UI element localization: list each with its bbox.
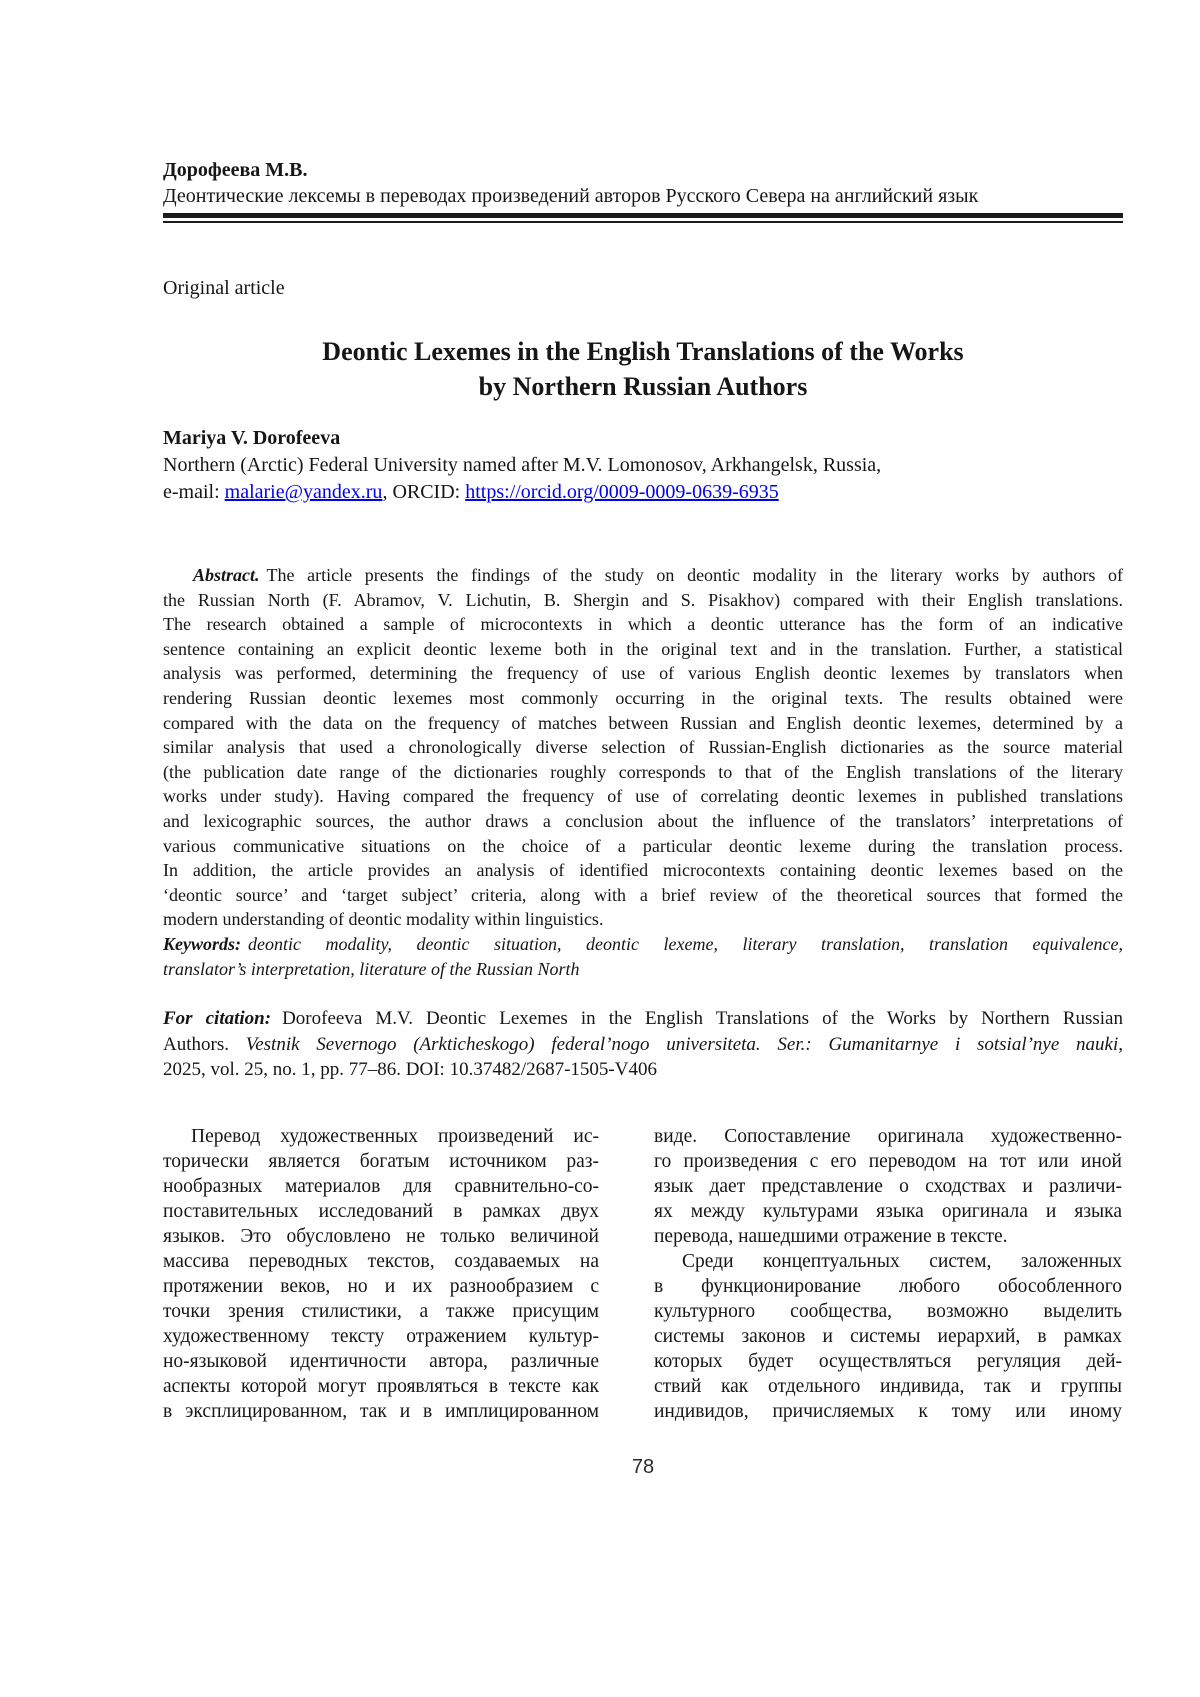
abstract-line: (the publication date range of the dictionaries roughly corresponds to that of the English translations of the literary (163, 761, 1123, 782)
page-number: 78 (631, 1455, 655, 1478)
body-line: системы законов и системы иерархий, в рамках (654, 1325, 1122, 1347)
abstract-line: works under study). Having compared the frequency of use of correlating deontic lexemes in published translations (163, 786, 1123, 807)
body-line: в функционирование любого обособленного (654, 1275, 1122, 1297)
abstract-line: modern understanding of deontic modality within linguistics. (163, 909, 604, 930)
citation-line (163, 1006, 1123, 1032)
abstract-line: rendering Russian deontic lexemes most commonly occurring in the original texts. The results obtained were (163, 687, 1123, 708)
abstract-line: and lexicographic sources, the author draws a conclusion about the influence of the translators’ interpretations of (163, 810, 1123, 831)
running-head-title: Деонтические лексемы в переводах произведений авторов Русского Севера на английский язык (163, 185, 979, 207)
abstract-line: The research obtained a sample of microcontexts in which a deontic utterance has the form of an indicative (163, 614, 1123, 635)
citation-label: For citation: (163, 1008, 272, 1030)
body-columns (163, 1124, 1123, 1424)
article-title (163, 334, 1123, 404)
body-line: торически является богатым источником раз- (163, 1150, 599, 1172)
article-title-line-2: by Northern Russian Authors (478, 372, 808, 401)
keywords-line (163, 932, 1123, 957)
citation-text: Dorofeeva M.V. Deontic Lexemes in the English Translations of the Works by Northern Russian (282, 1008, 1123, 1030)
contact-line (163, 479, 1123, 506)
running-head (163, 157, 1123, 223)
abstract-line: In addition, the article provides an analysis of identified microcontexts containing deontic lexemes based on the (163, 860, 1123, 881)
abstract-line: ‘deontic source’ and ‘target subject’ criteria, along with a brief review of the theoretical sources that formed the (163, 884, 1123, 905)
abstract-section (163, 563, 1123, 981)
citation-section (163, 1006, 1123, 1083)
body-line: протяжении веков, но и их разнообразием с (163, 1275, 599, 1297)
orcid-link[interactable]: https://orcid.org/0009-0009-0639-6935 (465, 481, 779, 503)
citation-text: Authors. (163, 1033, 229, 1055)
citation-journal: Vestnik Severnogo (Arkticheskogo) federal’nogo universiteta. Ser.: Gumanitarnye i sotsial’nye nauki, (245, 1033, 1123, 1055)
orcid-label: , ORCID: (382, 481, 466, 503)
body-line: ствий как отдельного индивида, так и группы (654, 1375, 1122, 1397)
abstract-label: Abstract. (193, 565, 260, 585)
body-line: культурного сообщества, возможно выделить (654, 1300, 1122, 1322)
author-block (163, 425, 1123, 506)
body-line: массива переводных текстов, создаваемых на (163, 1250, 599, 1272)
body-line: индивидов, причисляемых к тому или иному (654, 1400, 1122, 1422)
body-line: Перевод художественных произведений ис- (191, 1125, 599, 1147)
abstract-text: The article presents the findings of the study on deontic modality in the literary works by authors of (266, 565, 1123, 585)
body-line: точки зрения стилистики, а также присущим (163, 1300, 599, 1322)
body-line: в эксплицированном, так и в имплицированном (163, 1400, 599, 1422)
abstract-line: analysis was performed, determining the frequency of use of various English deontic lexemes by translators when (163, 663, 1123, 684)
body-line: которых будет осуществляться регуляция дей- (654, 1350, 1122, 1372)
body-line: художественному тексту отражением культур- (163, 1325, 599, 1347)
keywords-label: Keywords: (163, 933, 241, 954)
keywords-line: translator’s interpretation, literature of the Russian North (163, 958, 580, 979)
body-line: языков. Это обусловлено не только величиной (163, 1225, 599, 1247)
body-line: нообразных материалов для сравнительно-со- (163, 1175, 599, 1197)
abstract-line: similar analysis that used a chronologically diverse selection of Russian-English dictionaries as the source material (163, 737, 1123, 758)
abstract-line (163, 563, 1123, 588)
author-affiliation: Northern (Arctic) Federal University named after M.V. Lomonosov, Arkhangelsk, Russia, (163, 454, 882, 476)
abstract-line: various communicative situations on the choice of a particular deontic lexeme during the translation process. (163, 835, 1123, 856)
header-rule (163, 213, 1123, 223)
abstract-line: the Russian North (F. Abramov, V. Lichutin, B. Shergin and S. Pisakhov) compared with their English translations. (163, 589, 1123, 610)
body-line: аспекты которой могут проявляться в тексте как (163, 1375, 599, 1397)
abstract-line: sentence containing an explicit deontic lexeme both in the original text and in the translation. Further, a statistical (163, 638, 1123, 659)
body-line: Среди концептуальных систем, заложенных (682, 1250, 1122, 1272)
left-column (163, 1124, 599, 1424)
article-type-label: Original article (163, 277, 285, 299)
body-line: язык дает представление о сходствах и различи- (654, 1175, 1122, 1197)
email-label: e-mail: (163, 481, 225, 503)
citation-line: 2025, vol. 25, no. 1, pp. 77–86. DOI: 10.37482/2687-1505-V406 (163, 1059, 657, 1081)
author-name: Mariya V. Dorofeeva (163, 427, 341, 449)
body-line: го произведения с его переводом на тот или иной (654, 1150, 1122, 1172)
body-line: но-языковой идентичности автора, различные (163, 1350, 599, 1372)
running-head-author: Дорофеева М.В. (163, 159, 308, 181)
email-link[interactable]: malarie@yandex.ru (224, 481, 383, 503)
body-line: поставительных исследований в рамках двух (163, 1200, 599, 1222)
right-column (654, 1124, 1122, 1424)
body-line: ях между культурами языка оригинала и языка (654, 1200, 1122, 1222)
body-line: перевода, нашедшими отражение в тексте. (654, 1225, 1008, 1247)
keywords-text: deontic modality, deontic situation, deontic lexeme, literary translation, translation equivalence, (248, 933, 1123, 954)
abstract-line: compared with the data on the frequency of matches between Russian and English deontic lexemes, determined by a (163, 712, 1123, 733)
body-line: виде. Сопоставление оригинала художественно- (654, 1125, 1122, 1147)
citation-line (163, 1032, 1123, 1058)
article-title-line-1: Deontic Lexemes in the English Translations of the Works (322, 337, 964, 366)
